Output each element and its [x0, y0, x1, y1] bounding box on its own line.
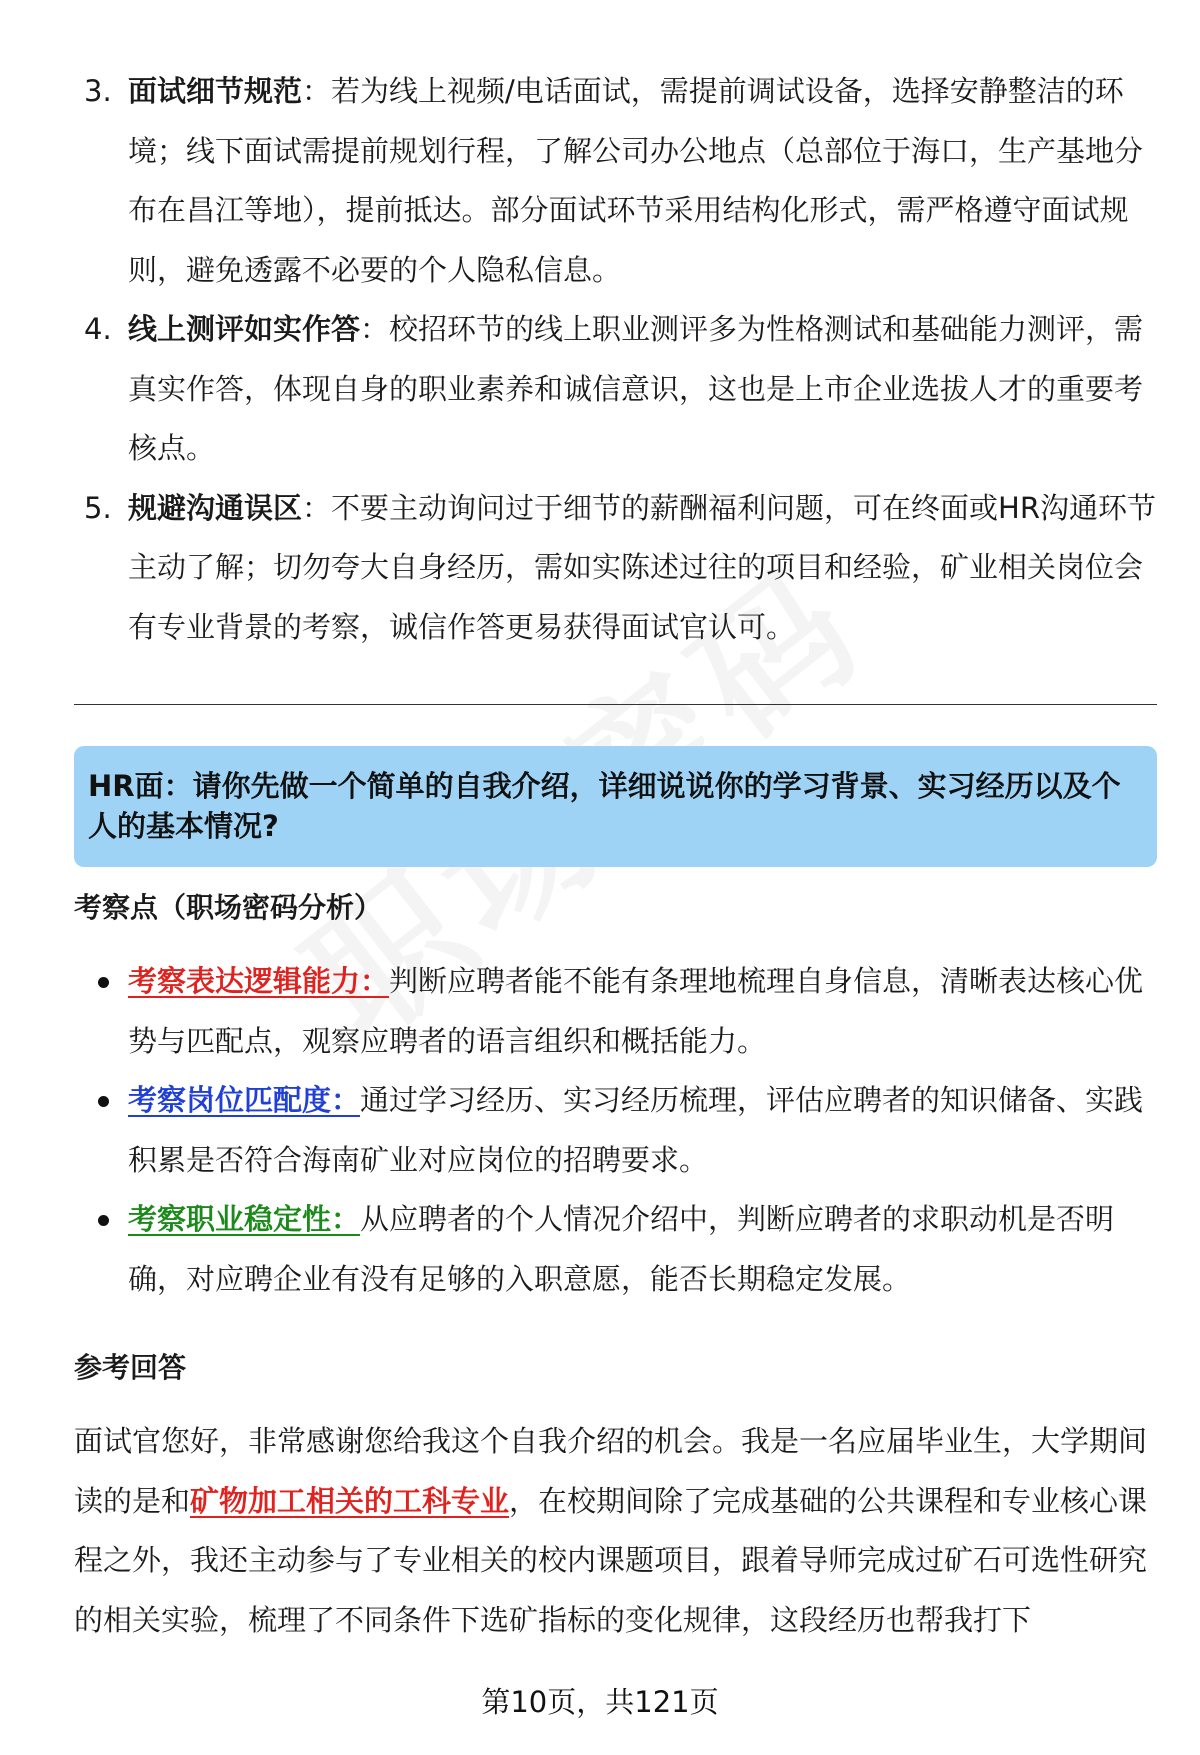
interview-tips-list — [74, 62, 1164, 657]
reference-answer-text — [74, 1412, 1164, 1650]
assessment-point — [74, 952, 1164, 1071]
tip-label: 线上测评如实作答 — [128, 312, 361, 346]
page-number-footer: 第10页，共121页 — [481, 1685, 719, 1719]
reference-answer-heading: 参考回答 — [74, 1351, 187, 1384]
tip-separator: ： — [360, 312, 390, 346]
tip-number: 5. — [84, 490, 112, 525]
assessment-points-heading: 考察点（职场密码分析） — [74, 891, 383, 924]
tip-item — [74, 479, 1164, 658]
answer-text-part: ，在校期间除了完成基础的公共课程和专业核心课程之外，我还主动参与了专业相关的校内课题项目，跟着导师完成过矿石可选性研究的相关实验，梳理了不同条件下选矿指标的变化规律，这段经历也帮我打下 — [74, 1483, 1148, 1637]
tip-label: 面试细节规范 — [128, 74, 303, 108]
point-text: 通过学习经历、实习经历梳理，评估应聘者的知识储备、实践积累是否符合海南矿业对应岗位的招聘要求。 — [128, 1083, 1144, 1177]
tip-text: 若为线上视频/电话面试，需提前调试设备，选择安静整洁的环境；线下面试需提前规划行程，了解公司办公地点（总部位于海口，生产基地分布在昌江等地），提前抵达。部分面试环节采用结构化形式，需严格遵守面试规则，避免透露不必要的个人隐私信息。 — [128, 74, 1144, 287]
bullet-dot — [98, 977, 109, 988]
hr-question-text: HR面：请你先做一个简单的自我介绍，详细说说你的学习背景、实习经历以及个人的基本情况? — [88, 769, 1121, 843]
section-divider — [74, 704, 1157, 705]
point-text: 判断应聘者能不能有条理地梳理自身信息，清晰表达核心优势与匹配点，观察应聘者的语言组织和概括能力。 — [128, 964, 1144, 1058]
tip-text: 校招环节的线上职业测评多为性格测试和基础能力测评，需真实作答，体现自身的职业素养和诚信意识，这也是上市企业选拔人才的重要考核点。 — [128, 312, 1144, 465]
tip-text: 不要主动询问过于细节的薪酬福利问题，可在终面或HR沟通环节主动了解；切勿夸大自身经历，需如实陈述过往的项目和经验，矿业相关岗位会有专业背景的考察，诚信作答更易获得面试官认可。 — [128, 490, 1156, 644]
tip-item — [74, 62, 1164, 300]
tip-label: 规避沟通误区 — [128, 490, 303, 525]
tip-separator: ： — [302, 490, 332, 525]
point-label: 考察岗位匹配度： — [128, 1083, 361, 1117]
point-text: 从应聘者的个人情况介绍中，判断应聘者的求职动机是否明确，对应聘企业有没有足够的入职意愿，能否长期稳定发展。 — [128, 1202, 1115, 1296]
assessment-point — [74, 1190, 1164, 1309]
tip-number: 3. — [84, 74, 112, 108]
assessment-point — [74, 1071, 1164, 1190]
assessment-points-list — [74, 952, 1164, 1309]
tip-item — [74, 300, 1164, 479]
hr-question-box — [74, 746, 1157, 867]
bullet-dot — [98, 1215, 109, 1226]
tip-number: 4. — [84, 312, 112, 346]
point-label: 考察职业稳定性： — [128, 1202, 361, 1236]
point-label: 考察表达逻辑能力： — [128, 964, 390, 998]
bullet-dot — [98, 1096, 109, 1107]
tip-separator: ： — [302, 74, 332, 108]
answer-text-part: 面试官您好，非常感谢您给我这个自我介绍的机会。我是一名应届毕业生，大学期间读的是和 — [74, 1424, 1148, 1518]
answer-highlight: 矿物加工相关的工科专业 — [190, 1483, 510, 1518]
